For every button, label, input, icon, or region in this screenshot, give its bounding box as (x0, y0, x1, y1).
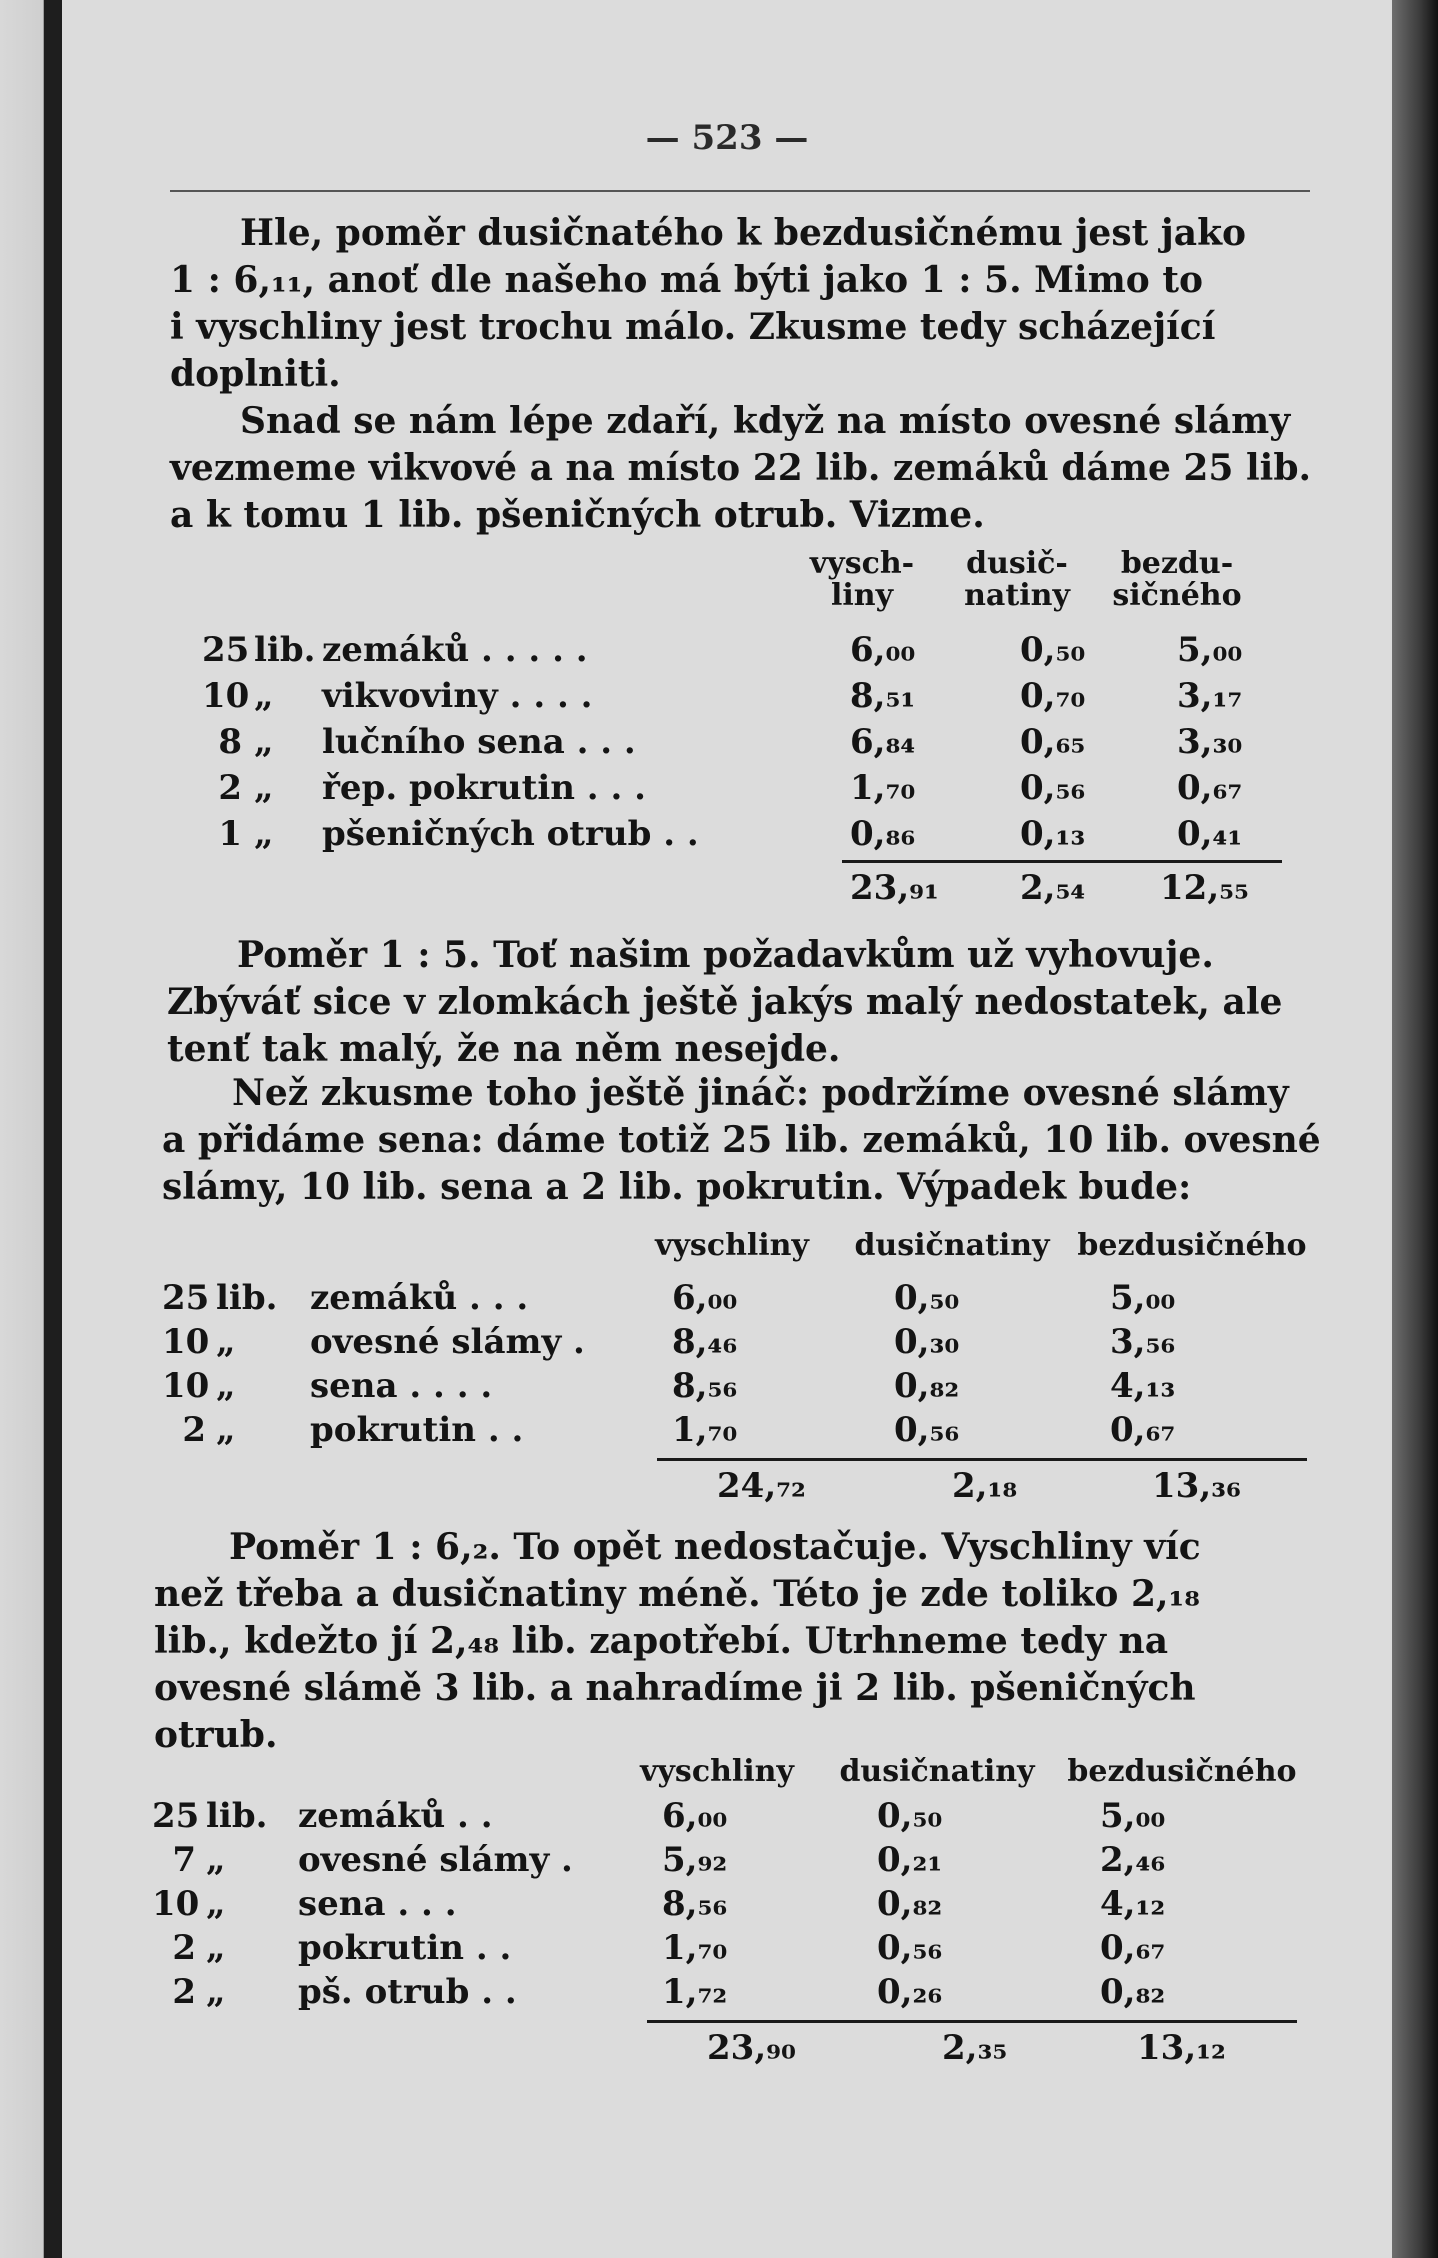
text-line: slámy, 10 lib. sena a 2 lib. pokrutin. Výpadek bude: (162, 1166, 1192, 1208)
text-line: tenť tak malý, že na něm nesejde. (167, 1028, 841, 1070)
text-line: i vyschliny jest trochu málo. Zkusme tedy scházející (170, 306, 1216, 348)
text-line: ovesné slámě 3 lib. a nahradíme ji 2 lib. pšeničných (154, 1667, 1196, 1709)
paragraph-3 (167, 932, 1307, 1073)
text-line: Než zkusme toho ještě jináč: podržíme ovesné slámy (232, 1072, 1289, 1114)
sum-rule (657, 1458, 1307, 1461)
table3-header-vyschliny: vyschliny (640, 1754, 794, 1789)
left-page-edge (0, 0, 62, 2258)
text-line: Snad se nám lépe zdaří, když na místo ovesné slámy (240, 400, 1291, 442)
text-line: Hle, poměr dusičnatého k bezdusičnému jest jako (240, 212, 1247, 254)
paragraph-1 (170, 210, 1310, 398)
text-line: doplniti. (170, 353, 341, 395)
text-line: Zbýváť sice v zlomkách ještě jakýs malý nedostatek, ale (167, 981, 1283, 1023)
text-line: vezmeme vikvové a na místo 22 lib. zemáků dáme 25 lib. (170, 447, 1312, 489)
text-line: 1 : 6,₁₁, anoť dle našeho má býti jako 1 : 5. Mimo to (170, 259, 1203, 301)
book-page: — 523 — Hle, poměr dusičnatého k bezdusičnému jest jako 1 : 6,₁₁, anoť dle našeho má býti jako 1 : 5. Mimo to i vyschliny jest trochu málo. Zkusme tedy scházející doplniti. Snad se nám lépe zdaří, když na místo ovesné slámy vezmeme vikvové a na místo 22 lib. zemáků dáme 25 lib. a k tomu 1 lib. pšeničných otrub. Vizme. vysch- liny dusič- natiny bezdu- sičného 25 lib. zemáků . . . . . 6,₀₀ 0,₅₀ 5,₀₀ 10 „ vikvoviny . . . . 8,₅₁ 0,₇₀ 3,₁₇ 8 „ lučního sena . . . 6,₈₄ 0,₆₅ 3,₃₀ 2 „ řep. pokrutin . . . 1,₇₀ 0,₅₆ 0,₆₇ 1 „ pšeničných otrub . . 0,₈₆ 0,₁₃ 0,₄₁ 23,₉₁ 2,₅₄ 12,₅₅ Poměr 1 : 5. Toť našim požadavkům už vyhovuje. Zbýváť sice v zlomkách ještě jakýs malý nedostatek, ale tenť tak malý, že na něm nesejde. Než zkusme toho ještě jináč: podržíme ovesné slámy a přidáme sena: dáme totiž 25 lib. zemáků, 10 lib. ovesné slámy, 10 lib. sena a 2 lib. pokrutin. Výpadek bude: vyschliny dusičnatiny bezdusičného 25 lib. zemáků . . . 6,₀₀ 0,₅₀ 5,₀₀ 10 „ ovesné slámy . 8,₄₆ 0,₃₀ 3,₅₆ 10 „ sena . . . . 8,₅₆ 0,₈₂ 4,₁₃ 2 „ pokrutin . . 1,₇₀ 0,₅₆ 0,₆₇ 24,₇₂ 2,₁₈ 13,₃₆ Poměr 1 : 6,₂. To opět nedostačuje. Vyschliny víc než třeba a dusičnatiny méně. Této je zde toliko 2,₁₈ lib., kdežto jí 2,₄₈ lib. zapotřebí. Utrhneme tedy na ovesné slámě 3 lib. a nahradíme ji 2 lib. pšeničných otrub. vyschliny dusičnatiny bezdusičného 25 lib. zemáků . . 6,₀₀ 0,₅₀ 5,₀₀ 7 „ ovesné slámy . 5,₉₂ 0,₂₁ 2,₄₆ 10 „ sena . . . 8,₅₆ 0,₈₂ 4,₁₂ 2 „ pokrutin . . 1,₇₀ 0,₅₆ 0,₆₇ 2 „ pš. otrub . . 1,₇₂ 0,₂₆ 0,₈₂ 23,₉₀ 2,₃₅ 13,₁₂ (62, 0, 1392, 2258)
table3-header-dusicnatiny: dusičnatiny (839, 1754, 1035, 1789)
table1-header-bezdusicneho: bezdu- sičného (1112, 546, 1242, 613)
table2-header-vyschliny: vyschliny (655, 1228, 809, 1263)
table2-header-dusicnatiny: dusičnatiny (854, 1228, 1050, 1263)
table3-header-bezdusicneho: bezdusičného (1067, 1754, 1297, 1789)
text-line: lib., kdežto jí 2,₄₈ lib. zapotřebí. Utrhneme tedy na (154, 1620, 1169, 1662)
text-line: a k tomu 1 lib. pšeničných otrub. Vizme. (170, 494, 985, 536)
sum-rule (842, 860, 1282, 863)
text-line: a přidáme sena: dáme totiž 25 lib. zemáků, 10 lib. ovesné (162, 1119, 1321, 1161)
text-line: Poměr 1 : 5. Toť našim požadavkům už vyhovuje. (237, 934, 1214, 976)
text-line: otrub. (154, 1714, 278, 1756)
table1-header-vyschliny: vysch- liny (809, 546, 915, 613)
table2-header-bezdusicneho: bezdusičného (1077, 1228, 1307, 1263)
paragraph-4 (162, 1070, 1321, 1211)
header-rule (170, 190, 1310, 192)
paragraph-2 (170, 398, 1310, 539)
paragraph-5 (154, 1524, 1304, 1759)
page-number: — 523 — (645, 118, 809, 158)
text-line: než třeba a dusičnatiny méně. Této je zde toliko 2,₁₈ (154, 1573, 1201, 1615)
table1-header-dusicnatiny: dusič- natiny (964, 546, 1070, 613)
book-spine (1392, 0, 1438, 2258)
sum-rule (647, 2020, 1297, 2023)
text-line: Poměr 1 : 6,₂. To opět nedostačuje. Vyschliny víc (229, 1526, 1201, 1568)
